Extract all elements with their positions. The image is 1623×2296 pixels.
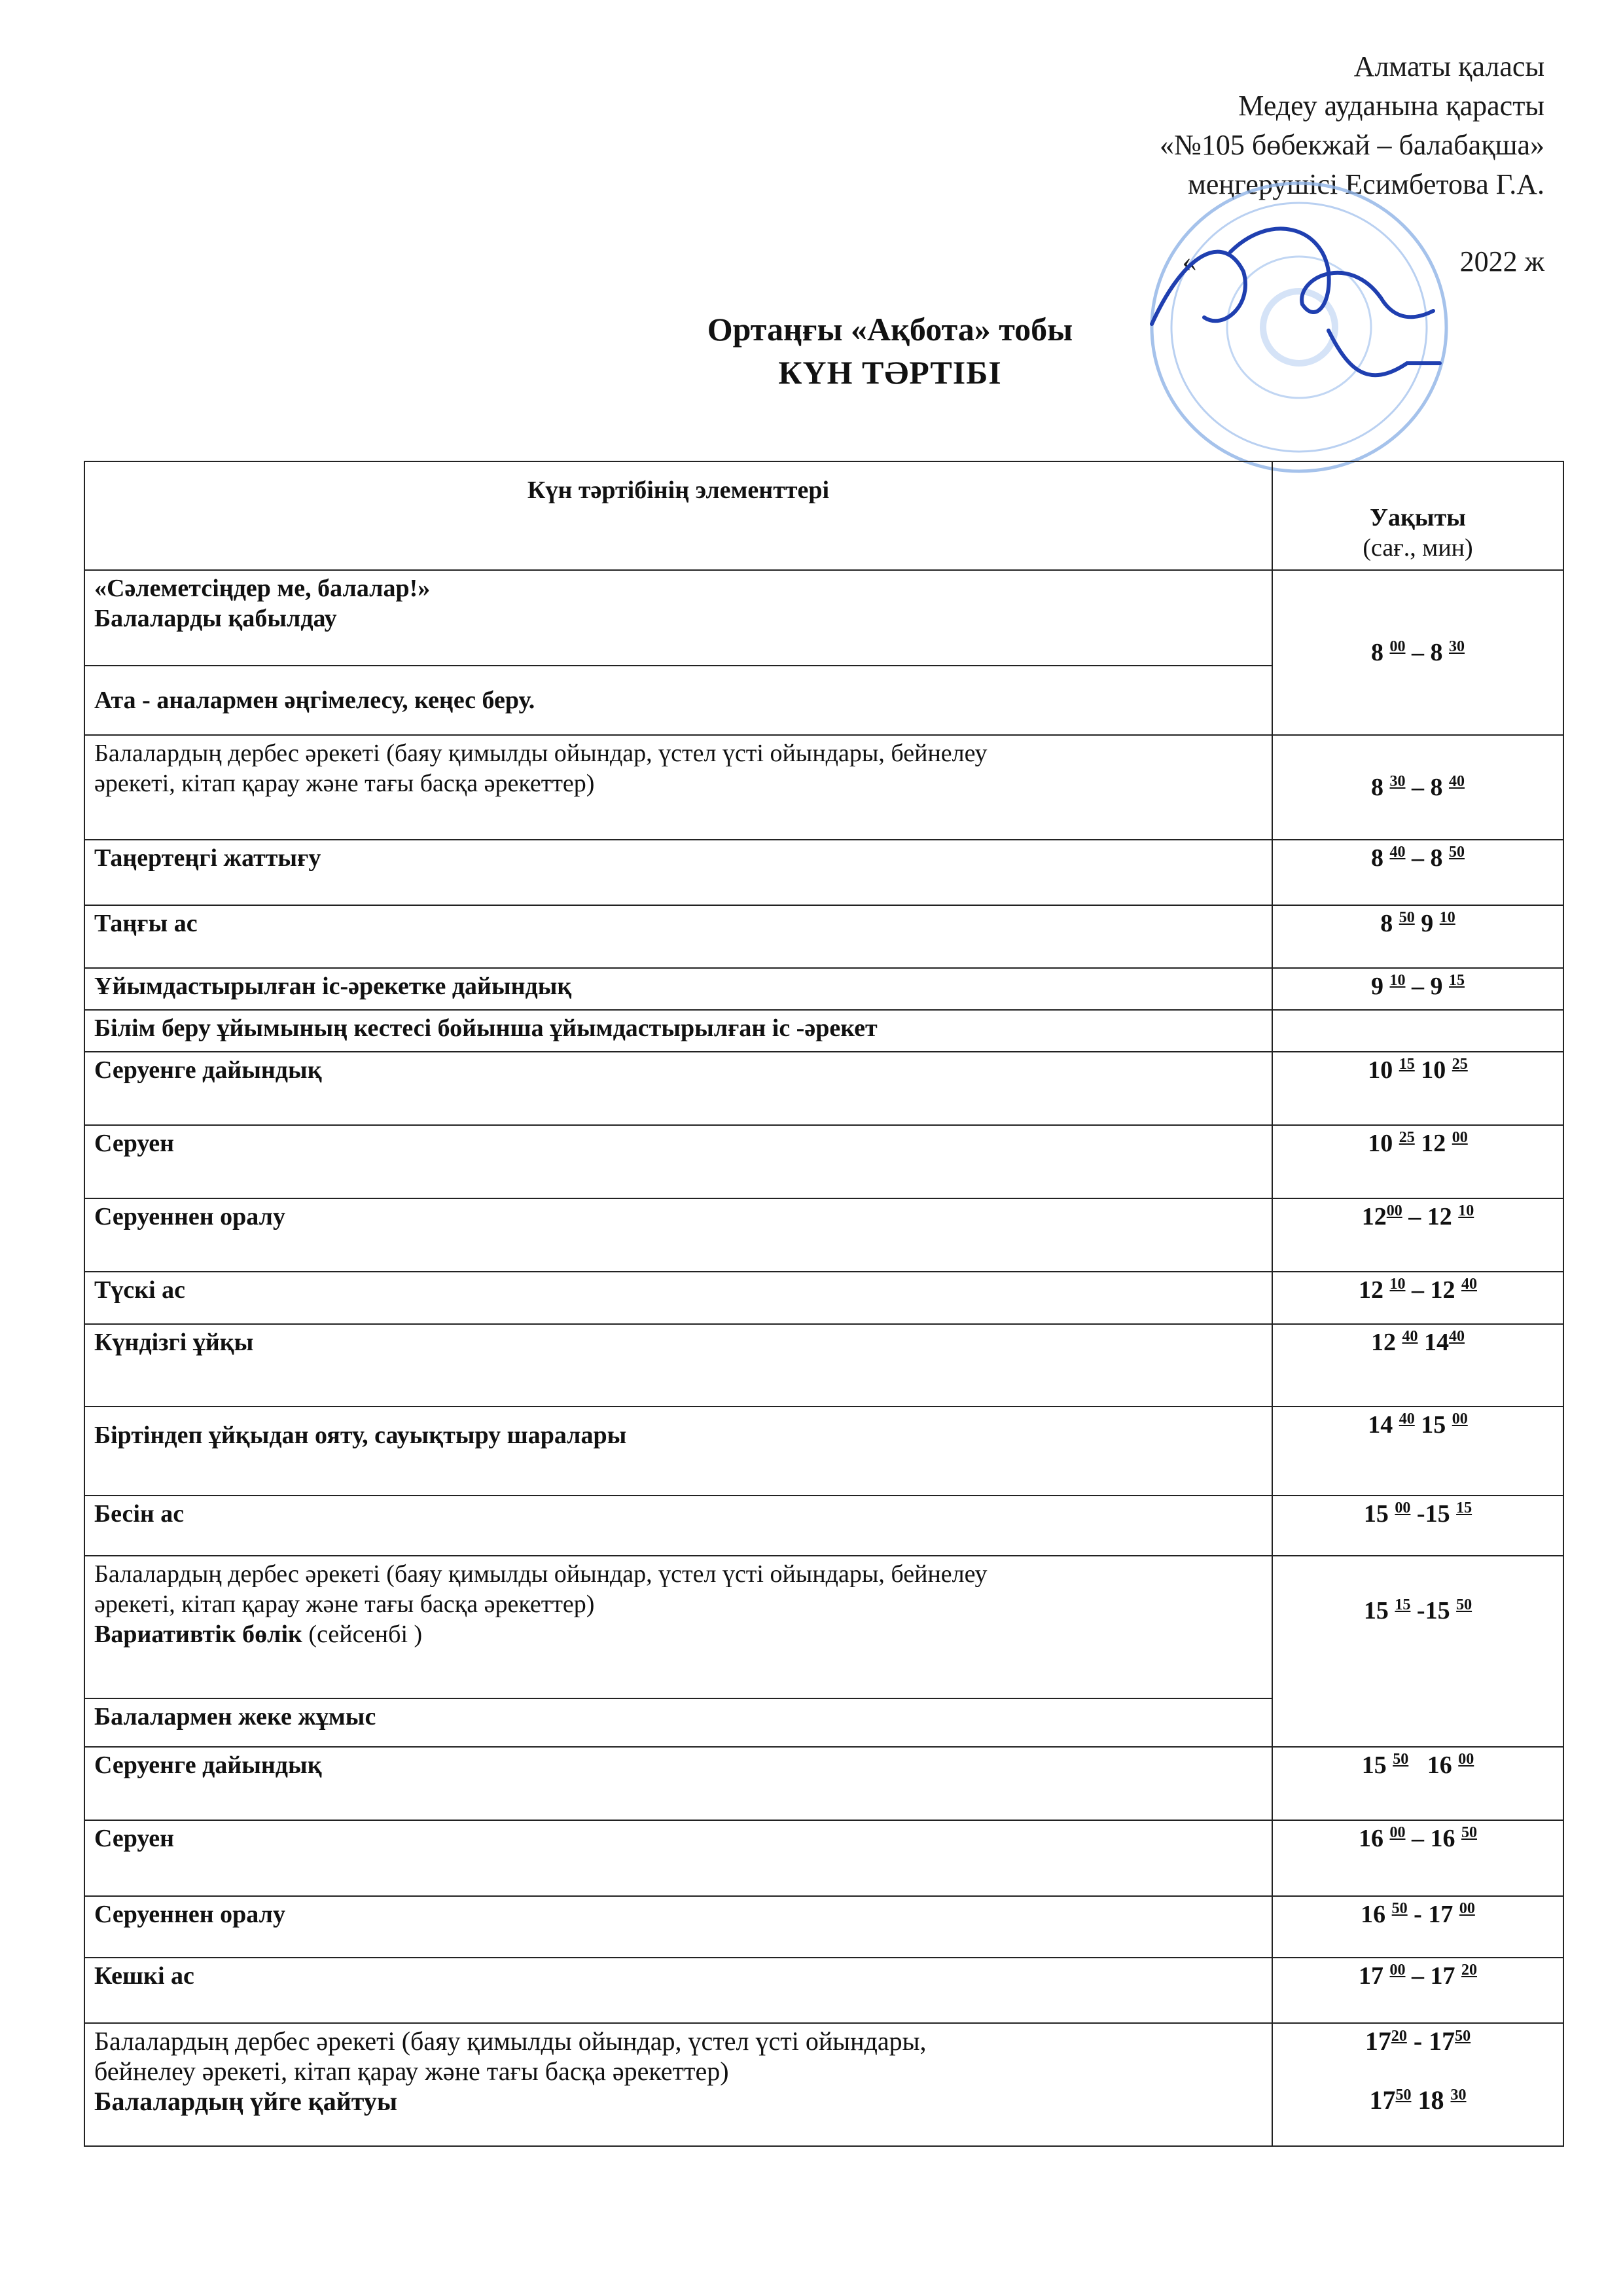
time-cell: 9 $^{10}$ – 9 $^{15}$	[1272, 968, 1563, 1010]
activity-cell: Серуенге дайындық	[84, 1747, 1272, 1820]
activity-cell: Ұйымдастырылған іс-әрекетке дайындық	[84, 968, 1272, 1010]
activity-cell: Серуеннен оралу	[84, 1198, 1272, 1272]
table-row	[84, 1324, 1563, 1407]
header-time: Уақыты (сағ., мин)	[1272, 461, 1563, 570]
activity-cell: Білім беру ұйымының кестесі бойынша ұйымдастырылған іс -әрекет	[84, 1010, 1272, 1052]
time-cell: 8 $^{50}$ 9 $^{10}$	[1272, 905, 1563, 968]
table-row	[84, 905, 1563, 968]
activity-cell: Ата - аналармен әңгімелесу, кеңес беру.	[84, 666, 1272, 735]
activity-cell: Бесін ас	[84, 1496, 1272, 1556]
table-row	[84, 1272, 1563, 1324]
time-cell: 12 $^{10}$ – 12 $^{40}$	[1272, 1272, 1563, 1324]
table-row	[84, 1496, 1563, 1556]
activity-cell: Балалармен жеке жұмыс	[84, 1698, 1272, 1747]
activity-cell: Таңғы ас	[84, 905, 1272, 968]
time-cell: 16 $^{50}$ - 17 $^{00}$	[1272, 1896, 1563, 1958]
header-elements: Күн тәртібінің элементтері	[84, 461, 1272, 570]
table-row	[84, 735, 1563, 840]
table-row	[84, 570, 1563, 666]
time-cell: 12 $^{40}$ $14^{40}$	[1272, 1324, 1563, 1407]
activity-cell: «Сәлеметсіңдер ме, балалар!» Балаларды қабылдау	[84, 570, 1272, 666]
time-cell: 15 $^{00}$ -15 $^{15}$	[1272, 1496, 1563, 1556]
table-header-row	[84, 461, 1563, 570]
table-row	[84, 1958, 1563, 2023]
activity-cell: Балалардың дербес әрекеті (баяу қимылды ойындар, үстел үсті ойындары, бейнелеу әрекеті, кітап қарау және тағы басқа әрекеттер) Балалардың үйге қайтуы	[84, 2023, 1272, 2146]
table-row	[84, 1052, 1563, 1125]
table-row	[84, 1198, 1563, 1272]
time-cell: 8 $^{30}$ – 8 $^{40}$	[1272, 735, 1563, 840]
date-prefix: «	[1182, 245, 1197, 278]
time-cell: 16 $^{00}$ – 16 $^{50}$	[1272, 1820, 1563, 1896]
schedule-table	[84, 461, 1564, 2147]
activity-cell: Балалардың дербес әрекеті (баяу қимылды ойындар, үстел үсті ойындары, бейнелеу әрекеті, кітап қарау және тағы басқа әрекеттер)	[84, 735, 1272, 840]
time-cell: 8 $^{40}$ – 8 $^{50}$	[1272, 840, 1563, 905]
time-cell: 15 $^{50}$ 16 $^{00}$	[1272, 1747, 1563, 1820]
activity-cell: Серуеннен оралу	[84, 1896, 1272, 1958]
activity-cell: Түскі ас	[84, 1272, 1272, 1324]
activity-cell: Серуен	[84, 1820, 1272, 1896]
table-row	[84, 1747, 1563, 1820]
time-cell: $12^{00} - 12$ $^{10}$	[1272, 1198, 1563, 1272]
date-year: 2022 ж	[1459, 245, 1544, 278]
approval-district: Медеу ауданына қарасты	[1238, 90, 1544, 122]
activity-cell: Күндізгі ұйқы	[84, 1324, 1272, 1407]
time-cell-empty	[1272, 1010, 1563, 1052]
table-row	[84, 1010, 1563, 1052]
time-cell: 17 $^{00}$ – 17 $^{20}$	[1272, 1958, 1563, 2023]
table-row	[84, 840, 1563, 905]
schedule-title: КҮН ТӘРТІБІ	[778, 354, 1002, 391]
approval-head: меңгерушісі Есимбетова Г.А.	[1188, 168, 1544, 200]
table-row	[84, 2023, 1563, 2146]
table-row	[84, 968, 1563, 1010]
document-title	[0, 308, 1623, 394]
activity-cell: Біртіндеп ұйқыдан ояту, сауықтыру шаралары	[84, 1407, 1272, 1496]
table-row	[84, 1820, 1563, 1896]
time-cell: 14 $^{40}$ 15 $^{00}$	[1272, 1407, 1563, 1496]
group-title: Ортаңғы «Ақбота» тобы	[707, 311, 1073, 348]
activity-cell: Серуен	[84, 1125, 1272, 1198]
activity-cell: Балалардың дербес әрекеті (баяу қимылды ойындар, үстел үсті ойындары, бейнелеу әрекеті, кітап қарау және тағы басқа әрекеттер) Вариативтік бөлік (сейсенбі )	[84, 1556, 1272, 1698]
table-row	[84, 1125, 1563, 1198]
time-cell: 15 $^{15}$ -15 $^{50}$	[1272, 1556, 1563, 1747]
table-row	[84, 1556, 1563, 1698]
activity-cell: Серуенге дайындық	[84, 1052, 1272, 1125]
time-cell: 10 $^{15}$ 10 $^{25}$	[1272, 1052, 1563, 1125]
approval-institution: «№105 бөбекжай – балабақша»	[1159, 129, 1544, 161]
time-cell: $17^{20} - 17^{50}$ $17^{50}$ 18 $^{30}$	[1272, 2023, 1563, 2146]
table-row	[84, 1407, 1563, 1496]
table-row	[84, 1896, 1563, 1958]
time-cell: 8 $^{00}$ – 8 $^{30}$	[1272, 570, 1563, 735]
approval-city: Алматы қаласы	[1353, 50, 1544, 82]
activity-cell: Таңертеңгі жаттығу	[84, 840, 1272, 905]
activity-cell: Кешкі ас	[84, 1958, 1272, 2023]
time-cell: 10 $^{25}$ 12 $^{00}$	[1272, 1125, 1563, 1198]
